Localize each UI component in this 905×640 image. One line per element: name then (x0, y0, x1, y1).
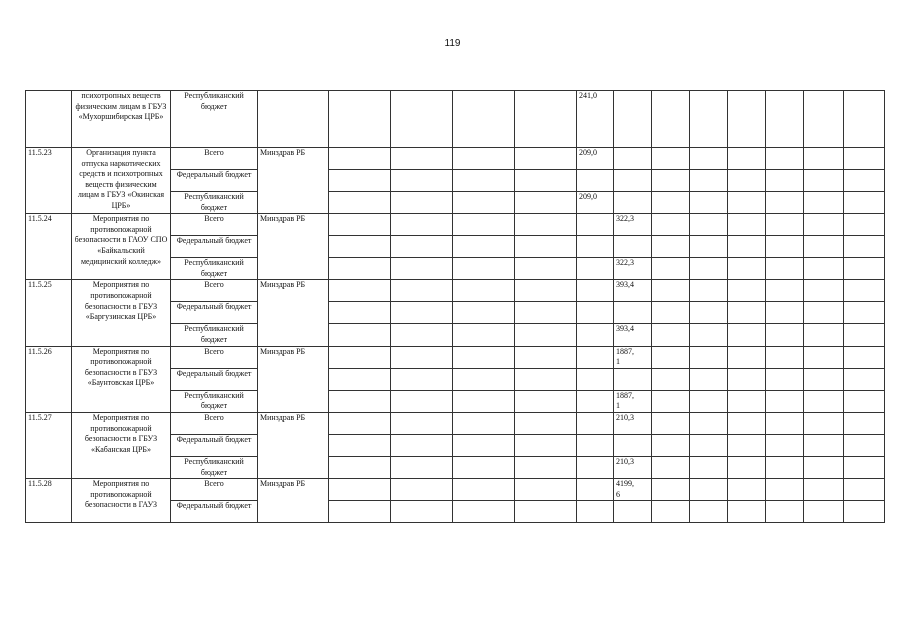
value-cell (766, 214, 804, 236)
value-cell (690, 236, 728, 258)
value-cell (577, 346, 614, 368)
value-cell (728, 192, 766, 214)
row-number: 11.5.26 (26, 346, 72, 412)
value-cell (453, 501, 515, 523)
table-row (26, 148, 885, 170)
value-cell (614, 302, 652, 324)
value-cell (652, 390, 690, 412)
value-cell (766, 324, 804, 346)
value-cell (391, 302, 453, 324)
value-cell: 1887, 1 (614, 346, 652, 368)
value-cell (844, 324, 885, 346)
value-cell (329, 324, 391, 346)
value-cell (652, 456, 690, 478)
value-cell (728, 236, 766, 258)
value-cell (766, 192, 804, 214)
measure-name: психотропных веществ физическим лицам в ГБУЗ «Мухоршибирская ЦРБ» (72, 91, 171, 148)
value-cell (652, 214, 690, 236)
table-row (26, 91, 885, 148)
funding-source: Всего (171, 214, 258, 236)
value-cell (391, 148, 453, 170)
value-cell (391, 412, 453, 434)
value-cell (329, 390, 391, 412)
value-cell (844, 434, 885, 456)
value-cell (614, 91, 652, 148)
value-cell (728, 280, 766, 302)
executor: Минздрав РБ (258, 214, 329, 280)
value-cell: 241,0 (577, 91, 614, 148)
value-cell (690, 456, 728, 478)
measure-name: Мероприятия по противопожарной безопасности в ГБУЗ «Кабанская ЦРБ» (72, 412, 171, 478)
value-cell (728, 390, 766, 412)
funding-source: Федеральный бюджет (171, 170, 258, 192)
value-cell (728, 148, 766, 170)
value-cell (329, 302, 391, 324)
value-cell (577, 258, 614, 280)
value-cell: 393,4 (614, 324, 652, 346)
value-cell (329, 170, 391, 192)
value-cell (652, 324, 690, 346)
value-cell (766, 280, 804, 302)
value-cell (804, 324, 844, 346)
value-cell (804, 236, 844, 258)
value-cell (614, 434, 652, 456)
funding-source: Федеральный бюджет (171, 368, 258, 390)
value-cell (728, 501, 766, 523)
value-cell (329, 456, 391, 478)
value-cell (577, 324, 614, 346)
value-cell (690, 258, 728, 280)
value-cell (844, 501, 885, 523)
value-cell (844, 236, 885, 258)
value-cell (515, 324, 577, 346)
value-cell (652, 346, 690, 368)
value-cell (391, 434, 453, 456)
measure-name: Мероприятия по противопожарной безопасности в ГБУЗ «Баргузинская ЦРБ» (72, 280, 171, 346)
value-cell (391, 214, 453, 236)
funding-source: Федеральный бюджет (171, 434, 258, 456)
value-cell (690, 302, 728, 324)
value-cell (690, 501, 728, 523)
value-cell (804, 368, 844, 390)
value-cell (652, 368, 690, 390)
value-cell (329, 434, 391, 456)
value-cell (453, 148, 515, 170)
value-cell (728, 91, 766, 148)
value-cell (728, 479, 766, 501)
value-cell (577, 390, 614, 412)
table-row (26, 280, 885, 302)
value-cell (515, 214, 577, 236)
value-cell (453, 192, 515, 214)
value-cell (453, 456, 515, 478)
table-row (26, 479, 885, 501)
value-cell (728, 214, 766, 236)
value-cell (804, 456, 844, 478)
value-cell (690, 412, 728, 434)
value-cell (804, 91, 844, 148)
value-cell (453, 170, 515, 192)
value-cell: 4199, 6 (614, 479, 652, 501)
funding-source: Республиканский бюджет (171, 324, 258, 346)
value-cell (804, 192, 844, 214)
value-cell (391, 368, 453, 390)
funding-source: Республиканский бюджет (171, 456, 258, 478)
value-cell (453, 390, 515, 412)
value-cell (804, 148, 844, 170)
funding-source: Всего (171, 346, 258, 368)
funding-source: Всего (171, 148, 258, 170)
value-cell (844, 346, 885, 368)
value-cell (844, 479, 885, 501)
value-cell: 210,3 (614, 412, 652, 434)
value-cell (515, 368, 577, 390)
row-number: 11.5.25 (26, 280, 72, 346)
value-cell (652, 479, 690, 501)
funding-source: Республиканский бюджет (171, 192, 258, 214)
value-cell (766, 368, 804, 390)
value-cell (391, 280, 453, 302)
value-cell (652, 302, 690, 324)
value-cell (515, 434, 577, 456)
table-row (26, 412, 885, 434)
value-cell (515, 148, 577, 170)
value-cell (391, 258, 453, 280)
executor: Минздрав РБ (258, 280, 329, 346)
value-cell (515, 170, 577, 192)
value-cell (690, 192, 728, 214)
funding-source: Республиканский бюджет (171, 258, 258, 280)
value-cell (844, 390, 885, 412)
value-cell (453, 302, 515, 324)
value-cell (577, 412, 614, 434)
row-number: 11.5.27 (26, 412, 72, 478)
value-cell (690, 479, 728, 501)
value-cell (577, 456, 614, 478)
executor (258, 91, 329, 148)
value-cell (728, 368, 766, 390)
value-cell (766, 148, 804, 170)
funding-source: Всего (171, 479, 258, 501)
value-cell (652, 258, 690, 280)
value-cell (652, 91, 690, 148)
value-cell (515, 280, 577, 302)
value-cell (844, 91, 885, 148)
value-cell (577, 280, 614, 302)
value-cell (329, 192, 391, 214)
executor: Минздрав РБ (258, 412, 329, 478)
value-cell (614, 148, 652, 170)
value-cell (844, 456, 885, 478)
value-cell (766, 170, 804, 192)
value-cell (577, 214, 614, 236)
value-cell: 393,4 (614, 280, 652, 302)
row-number: 11.5.23 (26, 148, 72, 214)
value-cell: 209,0 (577, 192, 614, 214)
value-cell (690, 368, 728, 390)
value-cell (329, 368, 391, 390)
value-cell (329, 346, 391, 368)
value-cell (515, 91, 577, 148)
value-cell (728, 302, 766, 324)
value-cell (329, 258, 391, 280)
value-cell (652, 434, 690, 456)
value-cell (652, 280, 690, 302)
value-cell (844, 280, 885, 302)
value-cell (728, 324, 766, 346)
value-cell (804, 258, 844, 280)
funding-source: Федеральный бюджет (171, 236, 258, 258)
value-cell (614, 501, 652, 523)
value-cell (844, 368, 885, 390)
value-cell (391, 456, 453, 478)
value-cell (844, 258, 885, 280)
value-cell (690, 346, 728, 368)
value-cell (577, 368, 614, 390)
value-cell (804, 302, 844, 324)
value-cell: 1887, 1 (614, 390, 652, 412)
value-cell (515, 390, 577, 412)
value-cell (515, 501, 577, 523)
value-cell (515, 456, 577, 478)
value-cell (329, 412, 391, 434)
value-cell (804, 501, 844, 523)
value-cell (766, 390, 804, 412)
value-cell (391, 170, 453, 192)
value-cell (515, 302, 577, 324)
executor: Минздрав РБ (258, 346, 329, 412)
value-cell (577, 236, 614, 258)
funding-source: Всего (171, 280, 258, 302)
value-cell (728, 412, 766, 434)
value-cell (804, 412, 844, 434)
value-cell (766, 346, 804, 368)
value-cell (515, 192, 577, 214)
value-cell (515, 346, 577, 368)
funding-source: Федеральный бюджет (171, 501, 258, 523)
measure-name: Организация пункта отпуска наркотических средств и психотропных веществ физическим лицам в ГБУЗ «Окинская ЦРБ» (72, 148, 171, 214)
value-cell (329, 148, 391, 170)
value-cell (329, 91, 391, 148)
funding-source: Федеральный бюджет (171, 302, 258, 324)
value-cell (515, 479, 577, 501)
value-cell (652, 412, 690, 434)
value-cell (690, 324, 728, 346)
value-cell (844, 412, 885, 434)
value-cell (690, 390, 728, 412)
value-cell (804, 170, 844, 192)
value-cell (453, 91, 515, 148)
value-cell (577, 501, 614, 523)
value-cell (766, 479, 804, 501)
value-cell (453, 280, 515, 302)
value-cell (844, 214, 885, 236)
value-cell (844, 148, 885, 170)
value-cell (652, 501, 690, 523)
value-cell (453, 412, 515, 434)
value-cell: 210,3 (614, 456, 652, 478)
value-cell (728, 434, 766, 456)
executor: Минздрав РБ (258, 148, 329, 214)
value-cell (329, 280, 391, 302)
value-cell (766, 434, 804, 456)
value-cell (844, 192, 885, 214)
row-number: 11.5.24 (26, 214, 72, 280)
value-cell (844, 170, 885, 192)
value-cell (515, 412, 577, 434)
value-cell (652, 192, 690, 214)
value-cell (728, 346, 766, 368)
value-cell (614, 236, 652, 258)
value-cell (766, 91, 804, 148)
value-cell (652, 236, 690, 258)
value-cell (453, 434, 515, 456)
value-cell (391, 91, 453, 148)
value-cell (766, 258, 804, 280)
funding-source: Республиканский бюджет (171, 91, 258, 148)
page-number: 119 (444, 38, 461, 49)
value-cell (453, 214, 515, 236)
value-cell (766, 236, 804, 258)
value-cell (690, 280, 728, 302)
value-cell (728, 258, 766, 280)
value-cell (453, 368, 515, 390)
value-cell (804, 390, 844, 412)
executor: Минздрав РБ (258, 479, 329, 523)
value-cell: 322,3 (614, 214, 652, 236)
budget-table (25, 90, 885, 523)
row-number (26, 91, 72, 148)
value-cell (515, 258, 577, 280)
value-cell (391, 346, 453, 368)
value-cell (728, 456, 766, 478)
value-cell (804, 346, 844, 368)
funding-source: Республиканский бюджет (171, 390, 258, 412)
value-cell (690, 214, 728, 236)
value-cell (804, 434, 844, 456)
value-cell (766, 302, 804, 324)
value-cell (614, 368, 652, 390)
row-number: 11.5.28 (26, 479, 72, 523)
value-cell (577, 302, 614, 324)
value-cell (391, 390, 453, 412)
value-cell (515, 236, 577, 258)
value-cell (391, 236, 453, 258)
value-cell (690, 91, 728, 148)
value-cell (804, 479, 844, 501)
value-cell (804, 280, 844, 302)
value-cell (690, 170, 728, 192)
value-cell (453, 324, 515, 346)
table-row (26, 214, 885, 236)
value-cell (453, 479, 515, 501)
value-cell (766, 456, 804, 478)
value-cell (391, 479, 453, 501)
value-cell (614, 170, 652, 192)
value-cell (844, 302, 885, 324)
value-cell (652, 170, 690, 192)
measure-name: Мероприятия по противопожарной безопасности в ГБУЗ «Баунтовская ЦРБ» (72, 346, 171, 412)
value-cell (690, 434, 728, 456)
value-cell (766, 501, 804, 523)
value-cell (391, 324, 453, 346)
value-cell (391, 192, 453, 214)
value-cell (453, 346, 515, 368)
value-cell (577, 170, 614, 192)
table-row (26, 346, 885, 368)
value-cell: 322,3 (614, 258, 652, 280)
value-cell (329, 236, 391, 258)
value-cell (453, 236, 515, 258)
funding-source: Всего (171, 412, 258, 434)
value-cell (577, 434, 614, 456)
value-cell (804, 214, 844, 236)
value-cell (652, 148, 690, 170)
value-cell (690, 148, 728, 170)
value-cell (577, 479, 614, 501)
value-cell: 209,0 (577, 148, 614, 170)
value-cell (329, 479, 391, 501)
value-cell (391, 501, 453, 523)
value-cell (766, 412, 804, 434)
value-cell (614, 192, 652, 214)
value-cell (329, 501, 391, 523)
value-cell (453, 258, 515, 280)
measure-name: Мероприятия по противопожарной безопасности в ГАУЗ (72, 479, 171, 523)
measure-name: Мероприятия по противопожарной безопасности в ГАОУ СПО «Байкальский медицинский колледж» (72, 214, 171, 280)
value-cell (329, 214, 391, 236)
value-cell (728, 170, 766, 192)
